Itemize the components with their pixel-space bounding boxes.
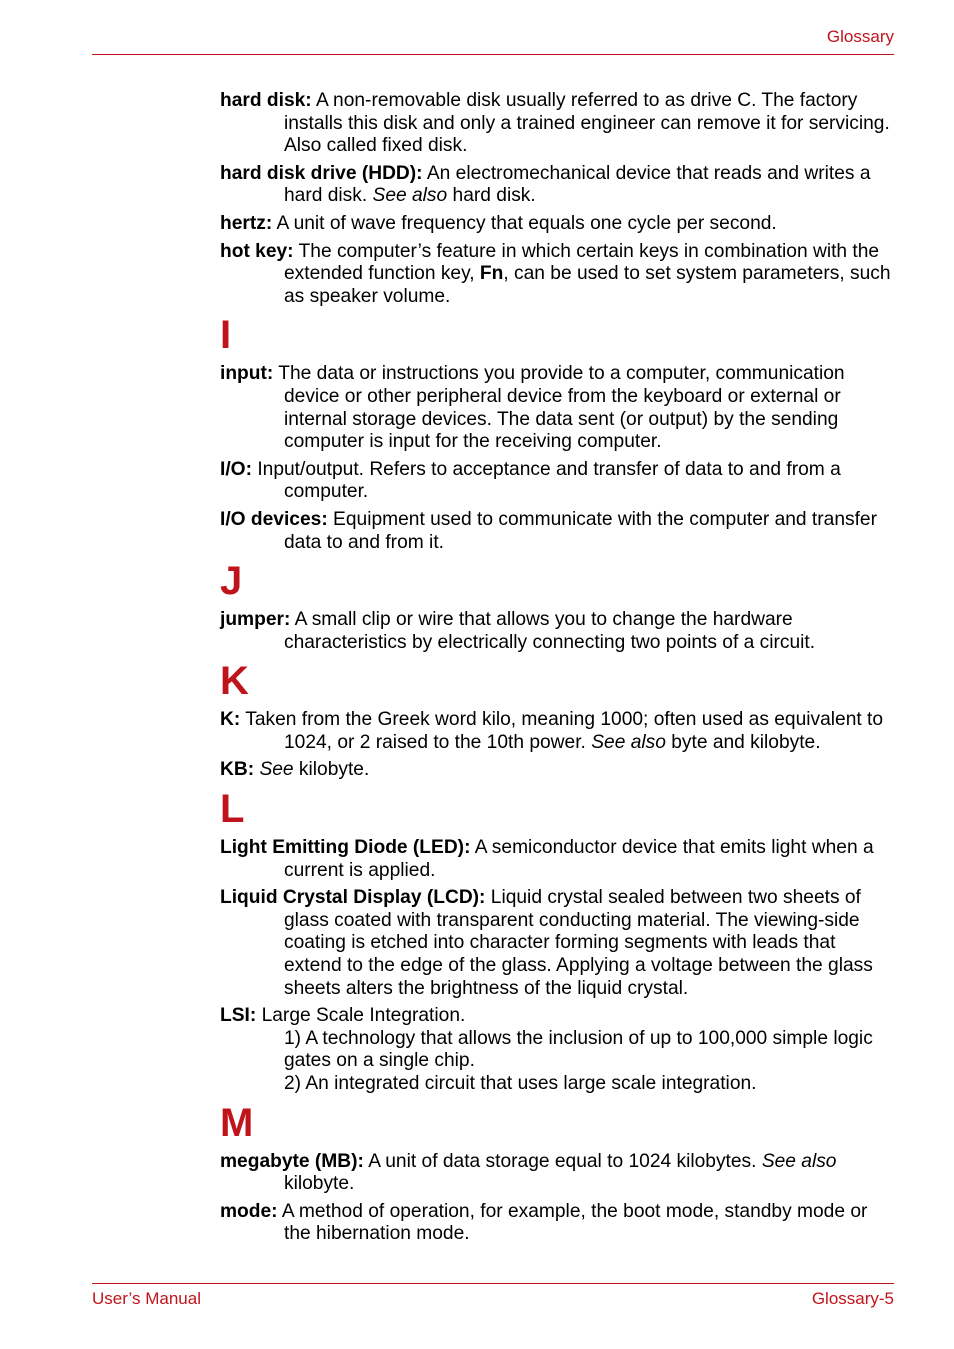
definition: A unit of wave frequency that equals one cycle per second. — [272, 212, 777, 234]
glossary-entry-io-devices — [220, 509, 894, 554]
definition-tail: byte and kilobyte. — [665, 731, 821, 753]
term: LSI: — [220, 1005, 257, 1027]
see-ref: See — [259, 759, 294, 781]
definition: Taken from the Greek word kilo, meaning 1000; often used as equivalent to 1024, or 2 raised to the 10th power. — [240, 709, 884, 753]
glossary-entry-lsi — [220, 1005, 894, 1095]
term: K: — [220, 709, 241, 731]
header-rule — [92, 54, 894, 55]
glossary-entry-jumper — [220, 609, 894, 654]
term: KB: — [220, 759, 255, 781]
glossary-entry-kb — [220, 759, 894, 782]
definition: A semiconductor device that emits light when a current is applied. — [284, 837, 874, 881]
definition: A non-removable disk usually referred to as drive C. The factory installs this disk and only a trained engineer can remove it for servicing. Also called fixed disk. — [284, 90, 890, 157]
term: Light Emitting Diode (LED): — [220, 837, 471, 859]
glossary-entry-hdd — [220, 163, 894, 208]
term: hard disk drive (HDD): — [220, 162, 423, 184]
term: Liquid Crystal Display (LCD): — [220, 887, 486, 909]
glossary-entry-megabyte — [220, 1151, 894, 1196]
see-also-ref: See also — [761, 1150, 837, 1172]
section-letter-i: I — [220, 313, 232, 358]
term: I/O: — [220, 458, 252, 480]
definition: Liquid crystal sealed between two sheets of glass coated with transparent conducting material. The viewing-side coating is etched into character forming segments with leads that extend to the edge of the glass. Applying a voltage between the glass sheets alters the brightness of the liquid crystal. — [284, 887, 873, 999]
definition: Large Scale Integration. — [256, 1005, 466, 1027]
term: hot key: — [220, 240, 294, 262]
term: hard disk: — [220, 90, 312, 111]
glossary-entry-hertz — [220, 213, 894, 236]
glossary-entry-hard-disk — [220, 90, 894, 158]
glossary-entry-input — [220, 363, 894, 453]
term: mode: — [220, 1200, 278, 1222]
term: jumper: — [220, 609, 291, 631]
term: megabyte (MB): — [220, 1150, 364, 1172]
section-letter-l: L — [220, 787, 245, 832]
section-letter-j: J — [220, 559, 243, 604]
footer-page-number: Glossary-5 — [811, 1289, 894, 1308]
header-title: Glossary — [826, 27, 894, 46]
term: I/O devices: — [220, 508, 328, 530]
definition: A method of operation, for example, the boot mode, standby mode or the hibernation mode. — [277, 1200, 868, 1245]
section-letter-m: M — [220, 1100, 254, 1145]
definition: The computer’s feature in which certain keys in combination with the extended function key, — [284, 240, 880, 285]
glossary-entry-hot-key — [220, 241, 894, 309]
lsi-item-1: 1) A technology that allows the inclusion of up to 100,000 simple logic gates on a single chip. — [284, 1027, 873, 1072]
glossary-entry-led — [220, 837, 894, 882]
term: hertz: — [220, 212, 273, 234]
definition-tail: kilobyte. — [284, 1173, 355, 1195]
definition: The data or instructions you provide to a computer, communication device or other peripheral device from the keyboard or external or internal storage devices. The data sent (or output) by the sending computer is input for the receiving computer. — [273, 363, 845, 453]
footer-manual-title: User’s Manual — [92, 1289, 201, 1308]
glossary-entry-lcd — [220, 887, 894, 1000]
definition: An electromechanical device that reads and writes a hard disk. — [284, 162, 871, 207]
definition: Equipment used to communicate with the computer and transfer data to and from it. — [284, 508, 877, 553]
definition: Input/output. Refers to acceptance and transfer of data to and from a computer. — [251, 458, 841, 503]
fn-key: Fn — [479, 263, 504, 285]
glossary-entry-mode — [220, 1201, 894, 1246]
lsi-item-2: 2) An integrated circuit that uses large scale integration. — [284, 1073, 757, 1094]
definition-tail: hard disk. — [447, 185, 536, 207]
definition-tail: , can be used to set system parameters, such as speaker volume. — [284, 263, 891, 307]
section-letter-k: K — [220, 659, 249, 704]
term: input: — [220, 363, 274, 385]
glossary-entry-io — [220, 459, 894, 504]
definition: A small clip or wire that allows you to change the hardware characteristics by electrically connecting two points of a circuit. — [284, 609, 816, 653]
see-also-ref: See also — [591, 731, 666, 753]
definition: kilobyte. — [293, 759, 370, 781]
glossary-entry-k — [220, 709, 894, 754]
footer-rule — [92, 1283, 894, 1284]
see-also-ref: See also — [372, 185, 448, 207]
definition: A unit of data storage equal to 1024 kilobytes. — [363, 1150, 762, 1172]
glossary-content — [220, 90, 894, 1251]
